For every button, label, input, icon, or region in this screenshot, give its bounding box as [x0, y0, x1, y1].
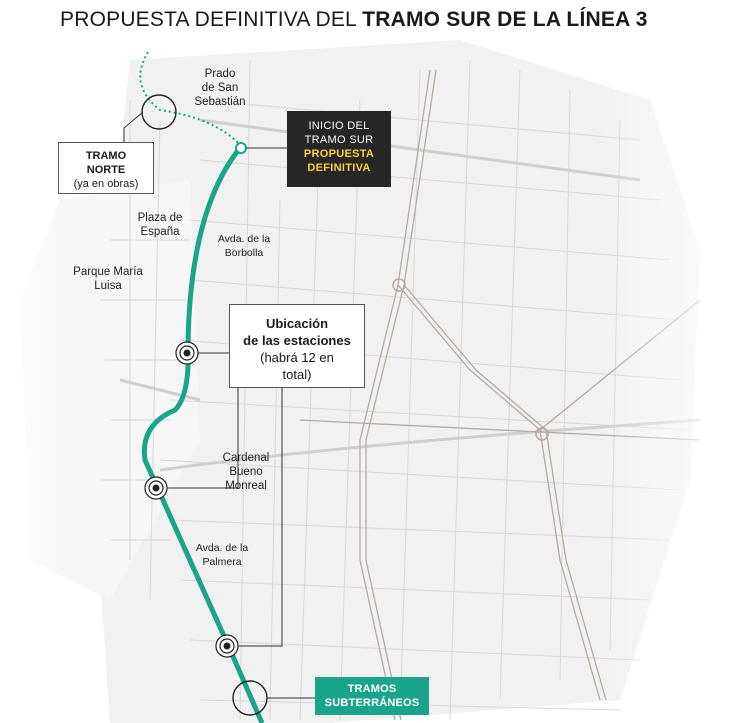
label-cardenal-bueno-monreal: Cardenal Bueno Monreal: [222, 452, 270, 492]
station-marker: [216, 635, 238, 657]
label-palmera: Avda. de la Palmera: [195, 542, 249, 568]
label-plaza-espana: Plaza de España: [137, 212, 183, 238]
label-borbolla: Avda. de la Borbolla: [217, 233, 271, 259]
tramo-norte-box: TRAMO NORTE (ya en obras): [58, 142, 154, 194]
title-bold: TRAMO SUR DE LA LÍNEA 3: [362, 8, 648, 31]
ubicacion-estaciones-box: Ubicación de las estaciones (habrá 12 en total): [229, 304, 365, 388]
title-prefix: PROPUESTA DEFINITIVA DEL: [60, 8, 363, 31]
label-prado: Prado de San Sebastián: [194, 68, 246, 108]
tramos-subterraneos-box: TRAMOS SUBTERRÁNEOS: [315, 677, 429, 715]
label-parque-maria-luisa: Parque María Luisa: [73, 266, 143, 292]
start-point: [236, 143, 246, 153]
fade-right: [600, 40, 755, 723]
station-marker: [176, 342, 198, 364]
station-marker: [145, 477, 167, 499]
inicio-tramo-sur-box: INICIO DEL TRAMO SUR PROPUESTA DEFINITIVA: [287, 111, 391, 187]
